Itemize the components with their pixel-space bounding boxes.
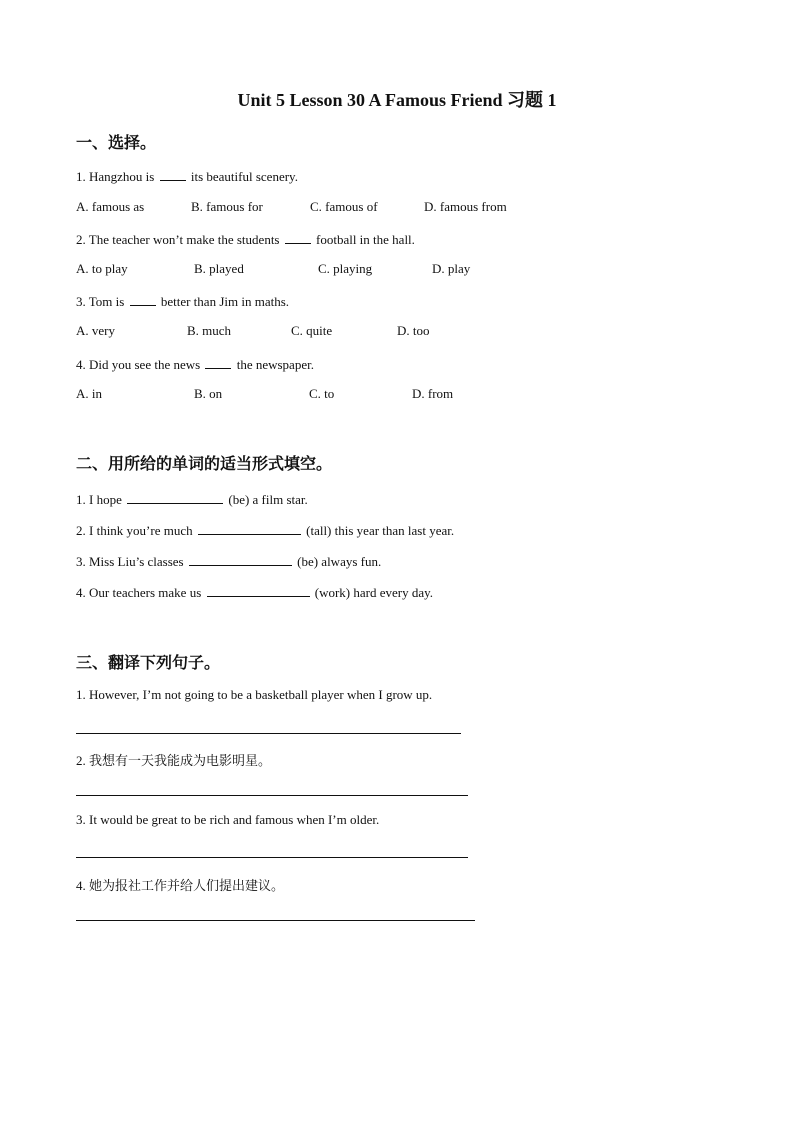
answer-blank[interactable]: [130, 292, 156, 306]
option-2d[interactable]: D. play: [432, 261, 471, 276]
option-3d[interactable]: D. too: [397, 323, 430, 338]
option-3b[interactable]: B. much: [187, 323, 232, 338]
question-text: better than Jim in maths.: [160, 294, 290, 309]
option-4d[interactable]: D. from: [412, 386, 454, 401]
item-text: (be) a film star.: [228, 492, 308, 507]
translate-item-3: 3. It would be great to be rich and famous when I’m older.: [76, 812, 380, 827]
option-4c[interactable]: C. to: [309, 386, 335, 401]
item-text: (work) hard every day.: [314, 585, 434, 600]
answer-line[interactable]: [76, 733, 461, 734]
answer-blank[interactable]: [198, 521, 301, 535]
fill-item-4: [76, 583, 433, 601]
answer-blank[interactable]: [285, 230, 311, 244]
option-1d[interactable]: D. famous from: [424, 199, 507, 214]
section2-heading: 二、用所给的单词的适当形式填空。: [76, 456, 333, 473]
item-text: (be) always fun.: [297, 554, 382, 569]
option-3c[interactable]: C. quite: [291, 323, 333, 338]
page-title: Unit 5 Lesson 30 A Famous Friend 习题 1: [237, 90, 557, 110]
option-3a[interactable]: A. very: [76, 323, 115, 338]
section1-heading: 一、选择。: [76, 135, 157, 152]
option-4a[interactable]: A. in: [76, 386, 102, 401]
option-2b[interactable]: B. played: [194, 261, 244, 276]
mc-question-4: [76, 355, 314, 373]
answer-blank[interactable]: [207, 583, 310, 597]
translate-item-2: 2. 我想有一天我能成为电影明星。: [76, 753, 272, 768]
question-text: its beautiful scenery.: [190, 169, 298, 184]
translate-item-4: 4. 她为报社工作并给人们提出建议。: [76, 878, 285, 893]
answer-blank[interactable]: [189, 552, 292, 566]
question-text: 1. Hangzhou is: [76, 169, 155, 184]
mc-question-1: [76, 167, 298, 185]
section3-heading: 三、翻译下列句子。: [76, 655, 221, 672]
answer-blank[interactable]: [127, 490, 223, 504]
fill-item-2: [76, 521, 454, 539]
answer-line[interactable]: [76, 920, 475, 921]
option-1a[interactable]: A. famous as: [76, 199, 145, 214]
fill-item-3: [76, 552, 381, 570]
item-text: 3. Miss Liu’s classes: [76, 554, 184, 569]
mc-question-3: [76, 292, 289, 310]
answer-blank[interactable]: [205, 355, 231, 369]
item-text: (tall) this year than last year.: [306, 523, 455, 538]
question-text: the newspaper.: [236, 357, 314, 372]
question-text: 4. Did you see the news: [76, 357, 201, 372]
translate-item-1: 1. However, I’m not going to be a basketball player when I grow up.: [76, 687, 433, 702]
question-text: 2. The teacher won’t make the students: [76, 232, 280, 247]
answer-blank[interactable]: [160, 167, 186, 181]
question-text: 3. Tom is: [76, 294, 125, 309]
mc-question-2: [76, 230, 415, 248]
option-2a[interactable]: A. to play: [76, 261, 128, 276]
option-1b[interactable]: B. famous for: [191, 199, 263, 214]
answer-line[interactable]: [76, 857, 468, 858]
item-text: 1. I hope: [76, 492, 122, 507]
item-text: 2. I think you’re much: [76, 523, 193, 538]
option-1c[interactable]: C. famous of: [310, 199, 378, 214]
question-text: football in the hall.: [316, 232, 415, 247]
option-4b[interactable]: B. on: [194, 386, 223, 401]
item-text: 4. Our teachers make us: [76, 585, 202, 600]
answer-line[interactable]: [76, 795, 468, 796]
fill-item-1: [76, 490, 308, 508]
option-2c[interactable]: C. playing: [318, 261, 373, 276]
